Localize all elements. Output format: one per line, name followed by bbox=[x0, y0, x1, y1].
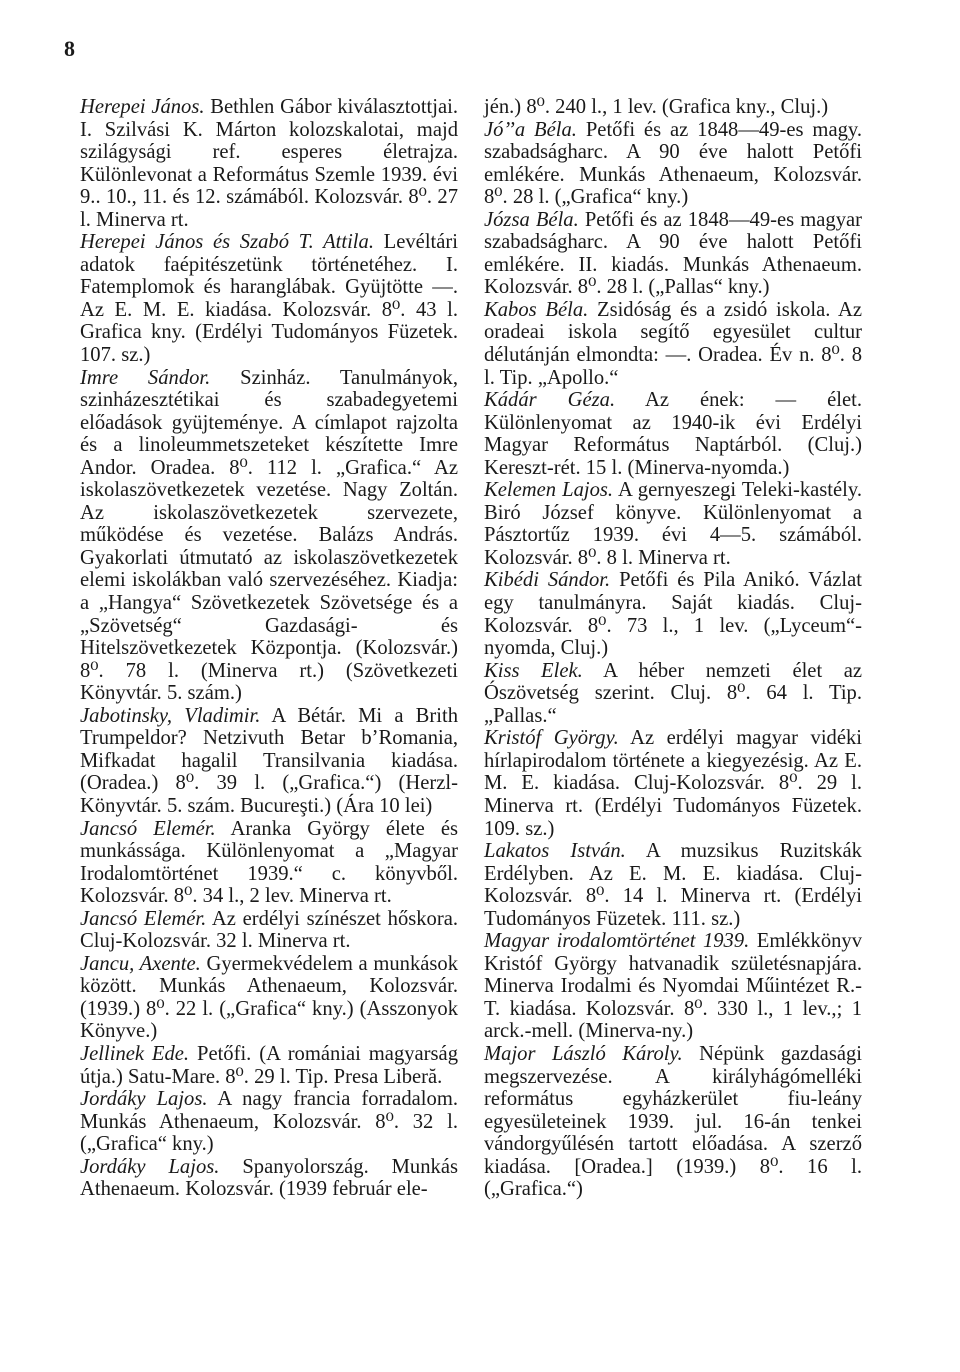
entry-author: Major László Károly. bbox=[484, 1042, 683, 1065]
entry-author: Kristóf György. bbox=[484, 727, 619, 750]
entry-text: A Bétár. Mi a Brith Trumpeldor? Netzivuth Betar b’Romania, Mifkadat hagalil Transilvania kiadása. (Oradea.) 8⁰. 39 l. („Grafica.“) (Herzl-Könyvtár. 5. szám. Bucureşti.) (Ára 10 lei) bbox=[80, 704, 458, 817]
entry-text: A nagy francia forradalom. Munkás Athenaeum, Kolozsvár. 8⁰. 32 l. („Grafica“ kny.) bbox=[80, 1088, 458, 1156]
entry-author: Herepei János. bbox=[80, 96, 205, 118]
entry-text: Aranka György élete és munkássága. Különlenyomat a „Magyar Irodalomtörténet 1939.“ c. könyvből. Kolozsvár. 8⁰. 34 l., 2 lev. Minerva rt. bbox=[80, 817, 458, 908]
bibliography-entry bbox=[80, 367, 458, 705]
entry-text: A gernyeszegi Teleki-kastély. Biró József könyve. Különlenyomat a Pásztortűz 1939. évi 4—5. számából. Kolozsvár. 8⁰. 8 l. Minerva rt. bbox=[484, 479, 862, 569]
bibliography-entry bbox=[80, 1088, 458, 1156]
bibliography-entry bbox=[484, 569, 862, 659]
bibliography-entry bbox=[80, 1043, 458, 1088]
bibliography-entry bbox=[80, 953, 458, 1043]
entry-text: Levéltári adatok faépitészetünk történetéhez. I. Fatemplomok és haranglábak. Gyüjtötte —. Az E. M. E. kiadása. Kolozsvár. 8⁰. 43 l. Grafica kny. (Erdélyi Tudományos Füzetek. 107. sz.) bbox=[80, 231, 458, 367]
bibliography-entry bbox=[484, 96, 862, 119]
left-column bbox=[80, 96, 458, 1201]
entry-author: Jabotinsky, Vladimir. bbox=[80, 704, 261, 727]
entry-author: Jancsó Elemér. bbox=[80, 907, 207, 930]
bibliography-entry bbox=[484, 299, 862, 389]
bibliography-entry bbox=[80, 818, 458, 908]
entry-author: Magyar irodalomtörténet 1939. bbox=[484, 930, 750, 953]
bibliography-entry bbox=[484, 479, 862, 569]
bibliography-entry bbox=[484, 389, 862, 479]
entry-author: Kibédi Sándor. bbox=[484, 569, 611, 592]
entry-author: Jancu, Axente. bbox=[80, 952, 201, 975]
entry-author: Jordáky Lajos. bbox=[80, 1088, 208, 1111]
entry-author: Kádár Géza. bbox=[484, 389, 616, 412]
bibliography-entry bbox=[484, 660, 862, 728]
entry-text: Népünk gazdasági megszervezése. A királyhágómelléki református egyházkerület fiu-leány egyesületeinek 1939. jul. 16-án tenkei vándorgyűlésén tartott előadása. A szerző kiadása. [Oradea.] (1939.) 8⁰. 16 l. („Grafica.“) bbox=[484, 1042, 862, 1201]
entry-author: Kiss Elek. bbox=[484, 659, 583, 682]
bibliography-entry bbox=[80, 908, 458, 953]
bibliography-entry bbox=[484, 840, 862, 930]
entry-text: Szinház. Tanulmányok, szinházesztétikai és szabadegyetemi előadások gyüjteménye. A címlapot rajzolta és a linoleummetszeteket készítette Imre Andor. Oradea. 8⁰. 112 l. „Grafica.“ Az iskolaszövetkezetek vezetése. Nagy Zoltán. Az iskolaszövetkezetek szervezete, működése és vezetése. Balázs András. Gyakorlati útmutató az iskolaszövetkezetek elemi iskolákban való szervezéséhez. Kiadja: a „Hangya“ Szövetkezetek Szövetsége és a „Szövetség“ Gazdasági- és Hitelszövetkezetek Központja. (Kolozsvár.) 8⁰. 78 l. (Minerva rt.) (Szövetkezeti Könyvtár. 5. szám.) bbox=[80, 366, 459, 705]
entry-text: jén.) 8⁰. 240 l., 1 lev. (Grafica kny., Cluj.) bbox=[484, 96, 829, 118]
entry-author: Jancsó Elemér. bbox=[80, 817, 216, 840]
entry-text: Emlékkönyv Kristóf György hatvanadik születésnapjára. Minerva Irodalmi és Nyomdai Műintézet R.-T. kiadása. Kolozsvár. 8⁰. 330 l., 1 lev.,; 1 arck.-mell. (Minerva-ny.) bbox=[484, 930, 863, 1043]
entry-author: Lakatos István. bbox=[484, 840, 626, 863]
entry-author: Herepei János és Szabó T. Attila. bbox=[80, 231, 374, 254]
entry-text: Petőfi és Pila Anikó. Vázlat egy tanulmányra. Saját kiadás. Cluj-Kolozsvár. 8⁰. 73 l., 1 lev. („Lyceum“-nyomda, Cluj.) bbox=[484, 569, 862, 660]
entry-text: A héber nemzeti élet az Ószövetség szerint. Cluj. 8⁰. 64 l. Tip. „Pallas.“ bbox=[484, 659, 862, 727]
entry-text: Az erdélyi magyar vidéki hírlapirodalom története a kiegyezésig. Az E. M. E. kiadása. Cluj-Kolozsvár. 8⁰. 29 l. Minerva rt. (Erdélyi Tudományos Füzetek. 109. sz.) bbox=[484, 727, 862, 840]
entry-author: Kelemen Lajos. bbox=[484, 479, 614, 502]
entry-author: Józsa Béla. bbox=[484, 208, 579, 231]
page-number: 8 bbox=[64, 36, 75, 61]
entry-text: Spanyolország. Munkás Athenaeum. Kolozsvár. (1939 február ele- bbox=[80, 1155, 458, 1201]
entry-text: Az erdélyi színészet hőskora. Cluj-Kolozsvár. 32 l. Minerva rt. bbox=[80, 907, 459, 953]
right-column bbox=[484, 96, 862, 1201]
entry-text: Bethlen Gábor kiválasztottjai. I. Szilvási K. Márton kolozskalotai, majd szilágysági ref. esperes életrajza. Különlevonat a Református Szemle 1939. évi 9.. 10., 11. és 12. számából. Kolozsvár. 8⁰. 27 l. Minerva rt. bbox=[80, 96, 459, 231]
entry-text: Petőfi és az 1848—49-es magyar szabadságharc. A 90 éve halott Petőfi emlékére. II. kiadás. Munkás Athenaeum. Kolozsvár. 8⁰. 28 l. („Pallas“ kny.) bbox=[484, 208, 862, 299]
bibliography-entry bbox=[80, 1156, 458, 1201]
entry-text: Az ének: — élet. Különlenyomat az 1940-ik évi Erdélyi Magyar Református Naptárból. (Cluj.) Kereszt-rét. 15 l. (Minerva-nyomda.) bbox=[484, 389, 862, 479]
entry-text: Petőfi. (A romániai magyarság útja.) Satu-Mare. 8⁰. 29 l. Tip. Presa Liberă. bbox=[80, 1042, 458, 1088]
entry-text: Zsidóság és a zsidó iskola. Az oradeai iskola segítő egyesület cultur délutánján elmondta: —. Oradea. Év n. 8⁰. 8 l. Tip. „Apollo.“ bbox=[484, 298, 862, 389]
bibliography-entry bbox=[484, 1043, 862, 1201]
entry-text: Gyermekvédelem a munkások között. Munkás Athenaeum, Kolozsvár. (1939.) 8⁰. 22 l. („Grafica“ kny.) (Asszonyok Könyve.) bbox=[80, 952, 459, 1043]
entry-author: Jellinek Ede. bbox=[80, 1042, 190, 1065]
bibliography-entry bbox=[80, 705, 458, 818]
entry-text: Petőfi és az 1848—49-es magy. szabadságharc. A 90 éve halott Petőfi emlékére. Munkás Athenaeum, Kolozsvár. 8⁰. 28 l. („Grafica“ kny.) bbox=[484, 118, 862, 209]
entry-text: A muzsikus Ruzitskák Erdélyben. Az E. M. E. kiadása. Cluj-Kolozsvár. 8⁰. 14 l. Minerva rt. (Erdélyi Tudományos Füzetek. 111. sz.) bbox=[484, 840, 862, 930]
entry-author: Jordáky Lajos. bbox=[80, 1155, 220, 1178]
entry-author: Imre Sándor. bbox=[80, 366, 211, 389]
bibliography-entry bbox=[80, 231, 458, 366]
bibliography-entry bbox=[484, 209, 862, 299]
entry-author: Kabos Béla. bbox=[484, 298, 589, 321]
bibliography-entry bbox=[80, 96, 458, 231]
bibliography-entry bbox=[484, 727, 862, 840]
entry-author: Jó’’a Béla. bbox=[484, 118, 577, 141]
bibliography-entry bbox=[484, 119, 862, 209]
bibliography-entry bbox=[484, 930, 862, 1043]
